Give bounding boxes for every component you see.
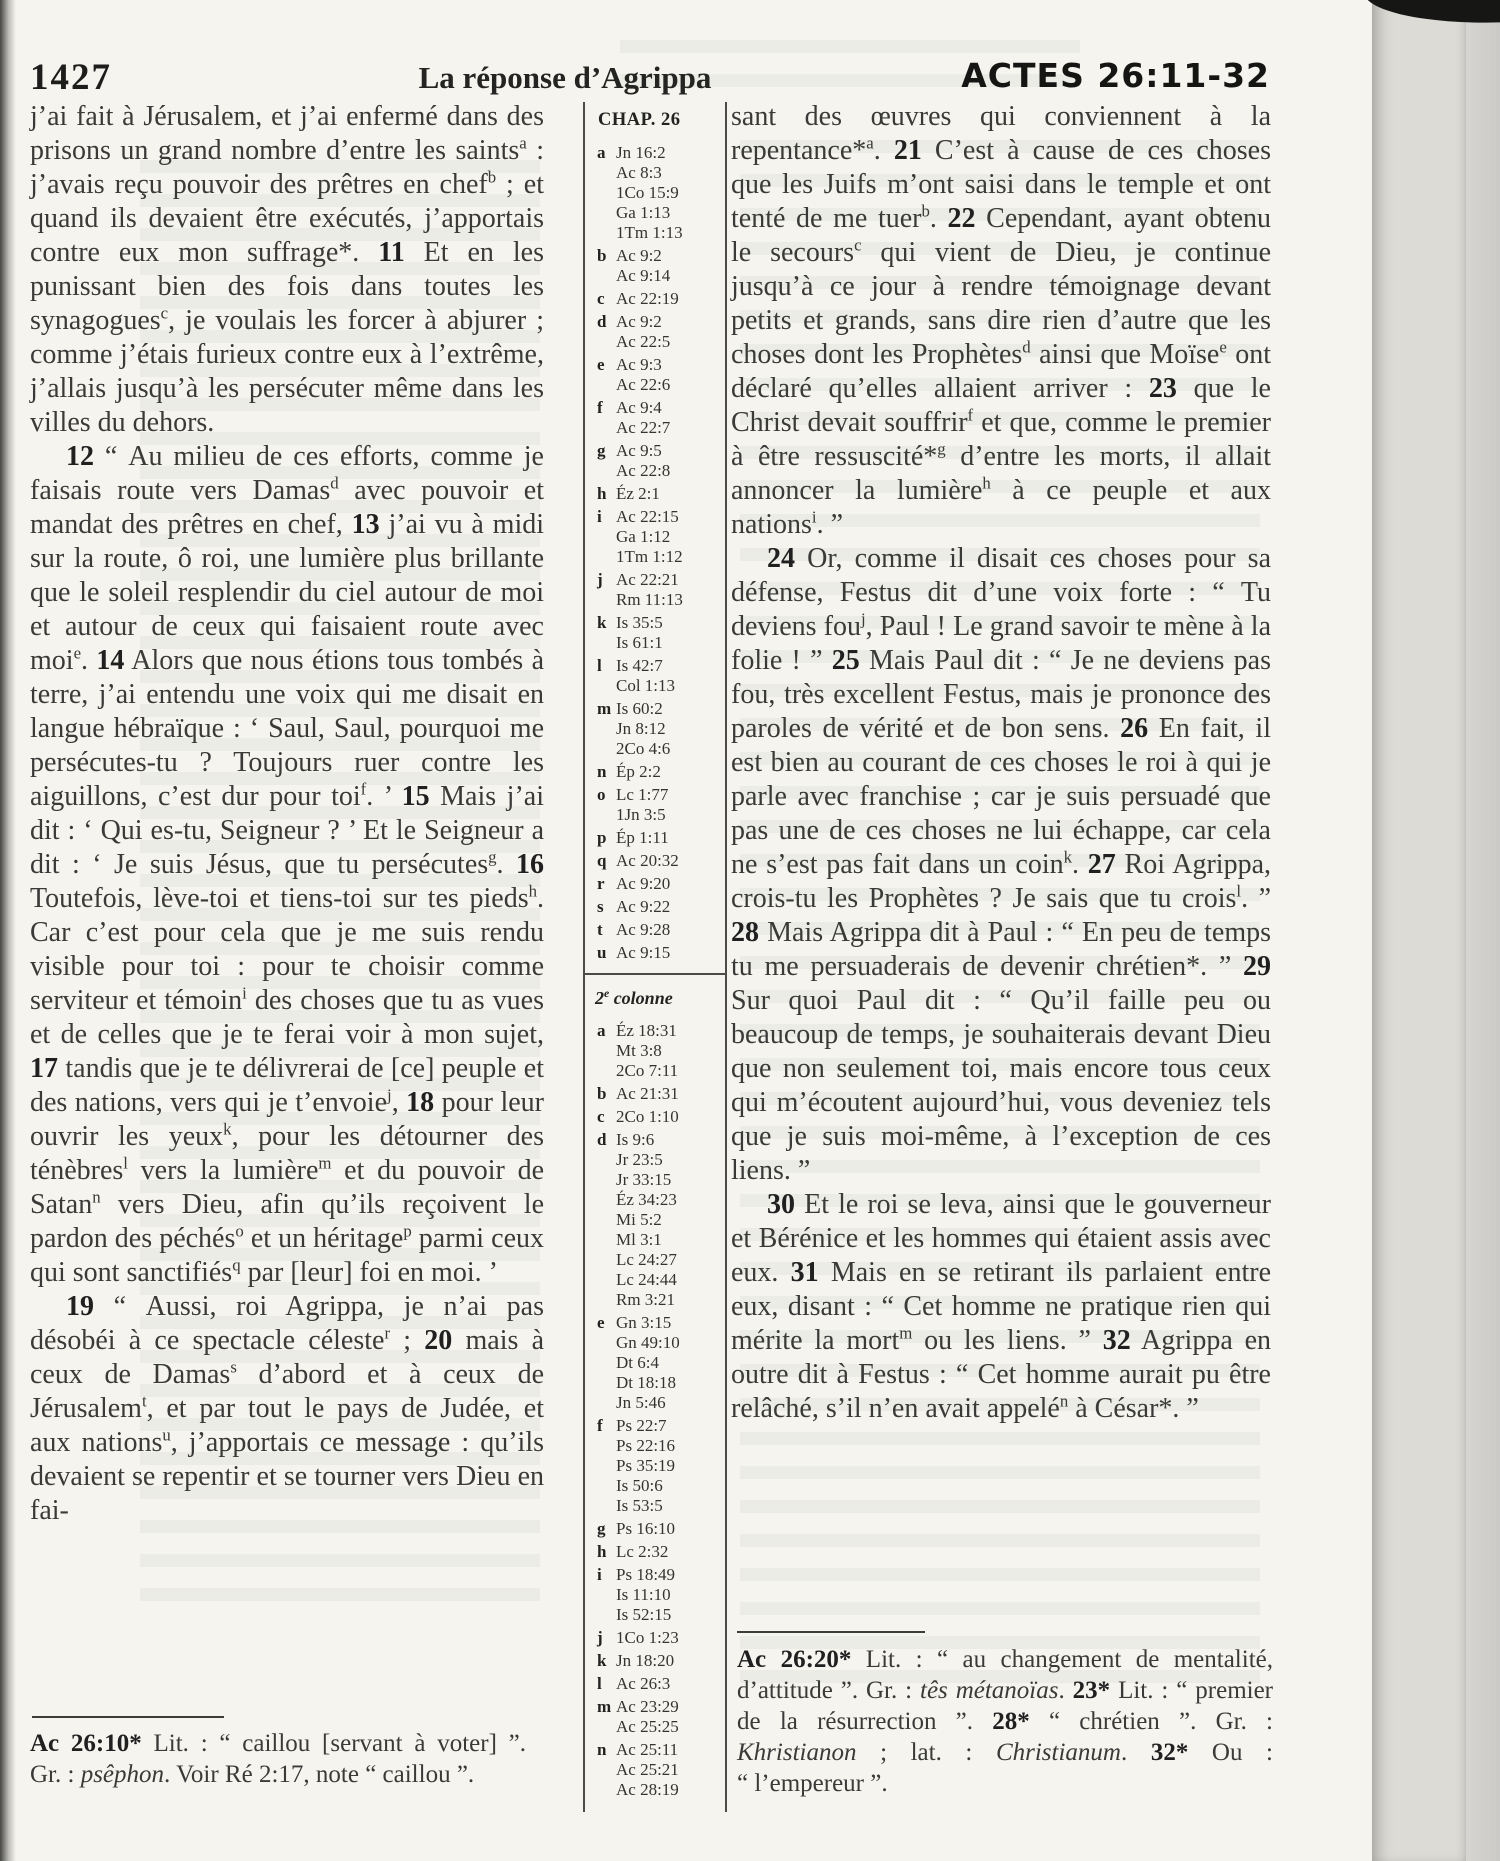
reference-citation: Ac 25:21 bbox=[616, 1760, 679, 1779]
reference-citation: Col 1:13 bbox=[616, 676, 676, 695]
left-footnote-rule bbox=[32, 1716, 224, 1718]
reference-entry bbox=[585, 943, 725, 963]
reference-citation: Dt 18:18 bbox=[616, 1373, 676, 1392]
reference-letter: d bbox=[597, 1130, 607, 1149]
reference-letter: c bbox=[597, 289, 605, 308]
left-text-column bbox=[30, 100, 544, 1528]
reference-letter: l bbox=[597, 656, 602, 675]
reference-entry bbox=[585, 1674, 725, 1694]
reference-entry bbox=[585, 1313, 725, 1413]
reference-entry bbox=[585, 762, 725, 782]
references-first-column bbox=[585, 143, 725, 963]
reference-citation: Is 11:10 bbox=[616, 1585, 671, 1604]
left-footnote: Ac 26:10* Lit. : “ caillou [servant à voter] ”. Gr. : psêphon. Voir Ré 2:17, note “ caillou ”. bbox=[30, 1730, 526, 1788]
reference-letter: a bbox=[597, 1021, 606, 1040]
reference-citation: Rm 11:13 bbox=[616, 590, 683, 609]
reference-citation: Mt 3:8 bbox=[616, 1041, 662, 1060]
running-title: La réponse d’Agrippa bbox=[418, 60, 712, 95]
reference-citation: Ac 9:2 bbox=[616, 312, 662, 331]
reference-letter: e bbox=[597, 1313, 605, 1332]
reference-entry bbox=[585, 874, 725, 894]
chapter-heading: CHAP. 26 bbox=[598, 110, 681, 130]
reference-entry bbox=[585, 1628, 725, 1648]
reference-citation: Ac 25:11 bbox=[616, 1740, 679, 1759]
reference-entry bbox=[585, 1130, 725, 1310]
reference-citation: Ac 9:14 bbox=[616, 266, 671, 285]
reference-citation: 2Co 7:11 bbox=[616, 1061, 679, 1080]
reference-entry bbox=[585, 1519, 725, 1539]
reference-citation: Ml 3:1 bbox=[616, 1230, 662, 1249]
reference-citation: 1Jn 3:5 bbox=[616, 805, 666, 824]
right-footnote: Ac 26:20* Lit. : “ au changement de mentalité, d’attitude ”. Gr. : tês métanoïas. 23* Lit. : “ premier de la résurrection ”. 28* “ chrétien ”. Gr. : Khristianon ; lat. : Christianum. 32* Ou : “ l’empereur ”. bbox=[737, 1646, 1274, 1797]
reference-citation: Ac 9:28 bbox=[616, 920, 671, 939]
verse-paragraph: 12 “ Au milieu de ces efforts, comme je faisais route vers Damas$^d$ avec pouvoir et mandat des prêtres en chef, 13 j’ai vu à midi sur la route, ô roi, une lumière plus brillante que le soleil resplendir du ciel autour de moi et autour de ceux qui faisaient route avec moi$^e$. 14 Alors que nous étions tous tombés à terre, j’ai entendu une voix qui me disait en langue hébraïque : ‘ Saul, Saul, pourquoi me persécutes-tu ? Toujours ruer contre les aiguillons, c’est dur pour toi$^f$. ’ 15 Mais j’ai dit : ‘ Qui es-tu, Seigneur ? ’ Et le Seigneur a dit : ‘ Je suis Jésus, que tu persécutes$^g$. 16 Toutefois, lève-toi et tiens-toi sur tes pieds$^h$. Car c’est pour cela que je me suis rendu visible pour toi : pour te choisir comme serviteur et témoin$^i$ des choses que tu as vues et de celles que je te ferai voir à mon sujet, 17 tandis que je te délivrerai de [ce] peuple et des nations, vers qui je t’envoie$^j$, 18 pour leur ouvrir les yeux$^k$, pour les détourner des ténèbres$^l$ vers la lumière$^m$ et du pouvoir de Satan$^n$ vers Dieu, afin qu’ils reçoivent le pardon des péchés$^o$ et un héritage$^p$ parmi ceux qui sont sanctifiés$^q$ par [leur] foi en moi. ’ bbox=[30, 441, 545, 1288]
reference-letter: g bbox=[597, 1519, 606, 1538]
reference-citation: Ac 9:4 bbox=[616, 398, 662, 417]
reference-letter: p bbox=[597, 828, 607, 847]
reference-citation: Ac 22:5 bbox=[616, 332, 671, 351]
reference-entry bbox=[585, 699, 725, 759]
reference-entry bbox=[585, 1021, 725, 1081]
page-fan-edges bbox=[1372, 0, 1468, 1861]
right-footnote-rule bbox=[737, 1631, 925, 1633]
reference-letter: j bbox=[597, 1628, 603, 1647]
reference-letter: c bbox=[597, 1107, 605, 1126]
reference-citation: Jn 8:12 bbox=[616, 719, 666, 738]
verse-paragraph: 24 Or, comme il disait ces choses pour sa défense, Festus dit d’une voix forte : “ Tu deviens fou$^j$, Paul ! Le grand savoir te mène à la folie ! ” 25 Mais Paul dit : “ Je ne deviens pas fou, très excellent Festus, mais je prononce des paroles de vérité et de bon sens. 26 En fait, il est bien au courant de ces choses le roi à qui je parle avec franchise ; car je suis persuadé que pas une de ces choses ne lui échappe, car cela ne s’est pas fait dans un coin$^k$. 27 Roi Agrippa, crois-tu les Prophètes ? Je sais que tu crois$^l$. ” 28 Mais Agrippa dit à Paul : “ En peu de temps tu me persuaderais de devenir chrétien*. ” 29 Sur quoi Paul dit : “ Qu’il faille peu ou beaucoup de temps, je souhaiterais devant Dieu que non seulement toi, mais encore tous ceux qui m’écoutent aujourd’hui, vous deveniez tels que je suis moi-même, à l’exception de ces liens. ” bbox=[731, 543, 1272, 1186]
reference-entry bbox=[585, 1565, 725, 1625]
reference-citation: Ac 9:3 bbox=[616, 355, 662, 374]
reference-citation: 1Co 1:23 bbox=[616, 1628, 679, 1647]
reference-entry bbox=[585, 1542, 725, 1562]
reference-entry bbox=[585, 1651, 725, 1671]
reference-entry bbox=[585, 312, 725, 352]
reference-letter: f bbox=[597, 1416, 603, 1435]
cross-reference-column bbox=[583, 102, 727, 1812]
reference-citation: Ac 26:3 bbox=[616, 1674, 671, 1693]
verse-paragraph: sant des œuvres qui conviennent à la repentance*$^a$. 21 C’est à cause de ces choses que les Juifs m’ont saisi dans le temple et ont tenté de me tuer$^b$. 22 Cependant, ayant obtenu le secours$^c$ qui vient de Dieu, je continue jusqu’à ce jour à rendre témoignage devant petits et grands, sans dire rien d’autre que les choses dont les Prophètes$^d$ ainsi que Moïse$^e$ ont déclaré qu’elles allaient arriver : 23 que le Christ devait souffrir$^f$ et que, comme le premier à être ressuscité*$^g$ d’entre les morts, il allait annoncer la lumière$^h$ à ce peuple et aux nations$^i$. ” bbox=[731, 101, 1272, 540]
reference-citation: Mi 5:2 bbox=[616, 1210, 662, 1229]
reference-citation: Ép 2:2 bbox=[616, 762, 661, 781]
verse-paragraph: 30 Et le roi se leva, ainsi que le gouverneur et Bérénice et les hommes qui étaient assis avec eux. 31 Mais en se retirant ils parlaient entre eux, disant : “ Cet homme ne pratique rien qui mérite la mort$^m$ ou les liens. ” 32 Agrippa en outre dit à Festus : “ Cet homme aurait pu être relâché, s’il n’en avait appelé$^n$ à César*. ” bbox=[731, 1189, 1272, 1424]
reference-citation: 2Co 4:6 bbox=[616, 739, 671, 758]
reference-citation: Ac 22:21 bbox=[616, 570, 679, 589]
reference-entry bbox=[585, 656, 725, 696]
reference-letter: u bbox=[597, 943, 607, 962]
reference-citation: Ac 28:19 bbox=[616, 1780, 679, 1799]
reference-citation: Ac 22:15 bbox=[616, 507, 679, 526]
reference-citation: Is 61:1 bbox=[616, 633, 663, 652]
reference-entry bbox=[585, 613, 725, 653]
reference-letter: d bbox=[597, 312, 607, 331]
reference-citation: Is 53:5 bbox=[616, 1496, 663, 1515]
reference-citation: Is 50:6 bbox=[616, 1476, 663, 1495]
reference-citation: Is 60:2 bbox=[616, 699, 663, 718]
reference-citation: Jn 18:20 bbox=[616, 1651, 675, 1670]
reference-citation: 1Tm 1:12 bbox=[616, 547, 683, 566]
reference-citation: Ac 22:6 bbox=[616, 375, 671, 394]
reference-citation: Lc 2:32 bbox=[616, 1542, 669, 1561]
reference-letter: r bbox=[597, 874, 605, 893]
reference-citation: Is 42:7 bbox=[616, 656, 663, 675]
reference-entry bbox=[585, 1107, 725, 1127]
reference-entry bbox=[585, 897, 725, 917]
reference-entry bbox=[585, 785, 725, 825]
reference-citation: Éz 18:31 bbox=[616, 1021, 677, 1040]
reference-citation: Ac 9:22 bbox=[616, 897, 671, 916]
reference-citation: Ac 8:3 bbox=[616, 163, 662, 182]
reference-entry bbox=[585, 246, 725, 286]
reference-citation: Jn 5:46 bbox=[616, 1393, 666, 1412]
reference-citation: 2Co 1:10 bbox=[616, 1107, 679, 1126]
reference-entry bbox=[585, 1697, 725, 1737]
reference-letter: m bbox=[597, 699, 612, 718]
reference-entry bbox=[585, 143, 725, 243]
reference-citation: Lc 24:27 bbox=[616, 1250, 677, 1269]
reference-entry bbox=[585, 828, 725, 848]
reference-entry bbox=[585, 355, 725, 395]
reference-citation: Is 35:5 bbox=[616, 613, 663, 632]
references-second-column bbox=[585, 1021, 725, 1800]
reference-letter: n bbox=[597, 1740, 607, 1759]
reference-citation: Ps 22:16 bbox=[616, 1436, 676, 1455]
reference-entry bbox=[585, 570, 725, 610]
reference-citation: Ps 16:10 bbox=[616, 1519, 676, 1538]
reference-citation: Ga 1:13 bbox=[616, 203, 671, 222]
reference-letter: t bbox=[597, 920, 603, 939]
left-edge-shadow bbox=[0, 0, 16, 1861]
reference-letter: e bbox=[597, 355, 605, 374]
reference-citation: Jr 23:5 bbox=[616, 1150, 663, 1169]
reference-letter: s bbox=[597, 897, 604, 916]
reference-citation: Ps 35:19 bbox=[616, 1456, 676, 1475]
reference-citation: Ac 9:15 bbox=[616, 943, 671, 962]
reference-entry bbox=[585, 1416, 725, 1516]
reference-citation: Lc 1:77 bbox=[616, 785, 669, 804]
reference-entry bbox=[585, 851, 725, 871]
reference-letter: n bbox=[597, 762, 607, 781]
reference-letter: o bbox=[597, 785, 606, 804]
reference-letter: f bbox=[597, 398, 603, 417]
reference-entry bbox=[585, 507, 725, 567]
second-column-heading: 2e colonne bbox=[595, 987, 673, 1008]
verse-paragraph: j’ai fait à Jérusalem, et j’ai enfermé dans des prisons un grand nombre d’entre les saints$^a$ : j’avais reçu pouvoir des prêtres en chef$^b$ ; et quand ils devaient être exécutés, j’apportais contre eux mon suffrage*. 11 Et en les punissant bien des fois dans toutes les synagogues$^c$, je voulais les forcer à abjurer ; comme j’étais furieux contre eux à l’extrême, j’allais jusqu’à les persécuter même dans les villes du dehors. bbox=[30, 101, 544, 438]
reference-letter: l bbox=[597, 1674, 602, 1693]
reference-letter: k bbox=[597, 1651, 607, 1670]
reference-citation: Éz 34:23 bbox=[616, 1190, 677, 1209]
references-divider bbox=[585, 973, 725, 975]
reference-entry bbox=[585, 484, 725, 504]
reference-citation: Rm 3:21 bbox=[616, 1290, 676, 1309]
reference-letter: b bbox=[597, 246, 607, 265]
scan-background bbox=[1466, 0, 1500, 1861]
reference-citation: 1Co 15:9 bbox=[616, 183, 679, 202]
reference-letter: a bbox=[597, 143, 606, 162]
reference-citation: Ps 22:7 bbox=[616, 1416, 667, 1435]
reference-citation: Is 9:6 bbox=[616, 1130, 655, 1149]
reference-entry bbox=[585, 441, 725, 481]
reference-citation: Ac 9:2 bbox=[616, 246, 662, 265]
reference-citation: Gn 3:15 bbox=[616, 1313, 672, 1332]
right-text-column bbox=[731, 100, 1271, 1426]
reference-letter: j bbox=[597, 570, 603, 589]
reference-citation: Ac 20:32 bbox=[616, 851, 679, 870]
reference-entry bbox=[585, 398, 725, 438]
reference-letter: h bbox=[597, 1542, 607, 1561]
reference-citation: Ac 9:5 bbox=[616, 441, 662, 460]
reference-letter: i bbox=[597, 507, 602, 526]
reference-citation: Dt 6:4 bbox=[616, 1353, 659, 1372]
reference-citation: Ac 22:8 bbox=[616, 461, 671, 480]
reference-citation: Ac 22:7 bbox=[616, 418, 671, 437]
reference-citation: Ac 25:25 bbox=[616, 1717, 679, 1736]
reference-citation: Jr 33:15 bbox=[616, 1170, 672, 1189]
reference-citation: Éz 2:1 bbox=[616, 484, 660, 503]
reference-citation: Gn 49:10 bbox=[616, 1333, 680, 1352]
reference-letter: h bbox=[597, 484, 607, 503]
verse-paragraph: 19 “ Aussi, roi Agrippa, je n’ai pas désobéi à ce spectacle céleste$^r$ ; 20 mais à ceux de Damas$^s$ d’abord et à ceux de Jérusalem$^t$, et par tout le pays de Judée, et aux nations$^u$, j’apportais ce message : qu’ils devaient se repentir et se tourner vers Dieu en fai- bbox=[30, 1291, 545, 1526]
reference-entry bbox=[585, 920, 725, 940]
reference-citation: 1Tm 1:13 bbox=[616, 223, 683, 242]
reference-citation: Is 52:15 bbox=[616, 1605, 672, 1624]
page-number: 1427 bbox=[30, 57, 112, 98]
reference-entry bbox=[585, 1084, 725, 1104]
reference-entry bbox=[585, 1740, 725, 1800]
reference-citation: Ps 18:49 bbox=[616, 1565, 676, 1584]
passage-heading: ACTES 26:11-32 bbox=[961, 56, 1270, 95]
reference-letter: m bbox=[597, 1697, 612, 1716]
reference-citation: Ac 22:19 bbox=[616, 289, 679, 308]
reference-letter: q bbox=[597, 851, 607, 870]
reference-citation: Ac 9:20 bbox=[616, 874, 671, 893]
reference-citation: Ga 1:12 bbox=[616, 527, 671, 546]
reference-letter: i bbox=[597, 1565, 602, 1584]
reference-letter: k bbox=[597, 613, 607, 632]
reference-citation: Ac 23:29 bbox=[616, 1697, 679, 1716]
reference-entry bbox=[585, 289, 725, 309]
reference-citation: Ac 21:31 bbox=[616, 1084, 679, 1103]
reference-letter: g bbox=[597, 441, 606, 460]
reference-citation: Ép 1:11 bbox=[616, 828, 669, 847]
reference-citation: Lc 24:44 bbox=[616, 1270, 677, 1289]
reference-citation: Jn 16:2 bbox=[616, 143, 666, 162]
reference-letter: b bbox=[597, 1084, 607, 1103]
